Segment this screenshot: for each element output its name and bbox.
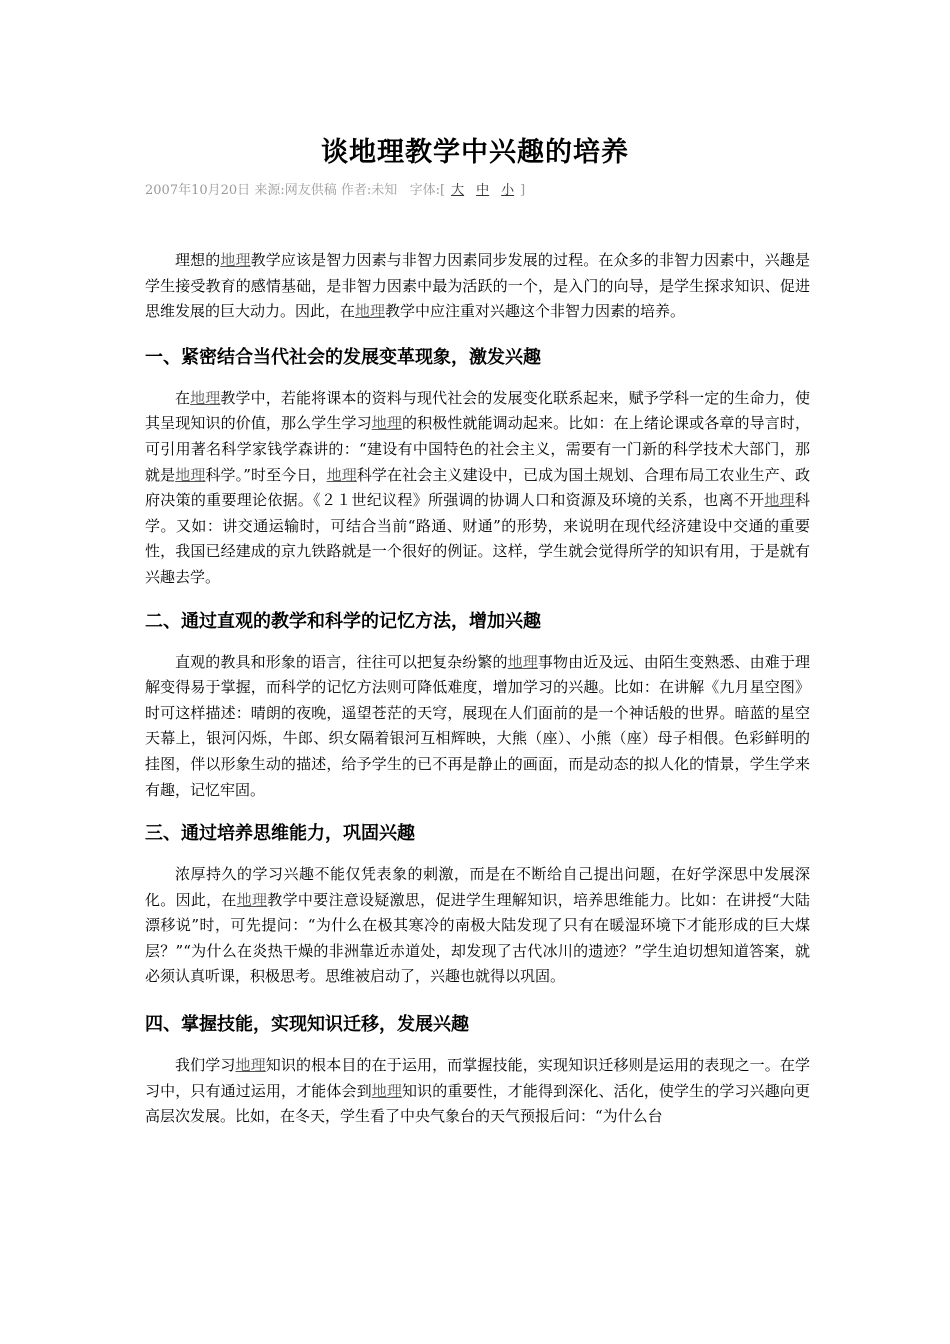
text-run: 科学。又如：讲交通运输时，可结合当前“路通、财通”的形势，来说明在现代经济建设中交通的重要性，我国已经建成的京九铁路就是一个很好的例证。这样，学生就会觉得所学的知识有用，于是就有兴趣去学。 [145,491,810,586]
keyword-link[interactable]: 地理 [190,388,221,407]
text-run: 理想的 [175,251,221,269]
text-run: 直观的教具和形象的语言，往往可以把复杂纷繁的 [175,652,508,671]
keyword-link[interactable]: 地理 [371,414,402,433]
section-heading: 二、通过直观的教学和科学的记忆方法，增加兴趣 [145,610,541,632]
keyword-link[interactable]: 地理 [220,251,251,269]
text-run: 教学中，若能将课本的资料与现代社会的发展变化联系起来，赋予学科一定的生命力，使其呈现知识的价值，那么学生学习 [145,388,810,433]
text-run: 科学。”时至今日， [205,465,327,484]
section-heading: 一、紧密结合当代社会的发展变革现象，激发兴趣 [145,346,541,368]
text-run: 知识的根本目的在于运用，而掌握技能，实现知识迁移则是运用的表现之一。在学习中，只有通过运用，才能体会到 [145,1056,810,1100]
text-run: 科学在社会主义建设中，已成为国土规划、合理布局工农业生产、政府决策的重要理论依据。《２１世纪议程》所强调的协调人口和资源及环境的关系，也离不开 [145,465,810,510]
section-paragraph [145,650,810,804]
section-paragraph [145,1053,810,1130]
font-medium-link[interactable]: 中 [476,183,490,198]
font-small-link[interactable]: 小 [501,183,515,198]
meta-source: 来源:网友供稿 [254,183,337,198]
text-run: 的积极性就能调动起来。比如：在上绪论课或各章的导言时，可引用著名科学家钱学森讲的：“建设有中国特色的社会主义，需要有一门新的科学技术大部门，那就是 [145,414,810,484]
keyword-link[interactable]: 地理 [235,1056,266,1075]
text-run: 我们学习 [175,1056,236,1075]
keyword-link[interactable]: 地理 [355,302,386,321]
text-run: 在 [175,388,191,407]
text-run: 知识的重要性，才能得到深化、活化，使学生的学习兴趣向更高层次发展。比如，在冬天，学生看了中央气象台的天气预报后问：“为什么台 [145,1081,810,1126]
keyword-link[interactable]: 地理 [236,890,268,909]
section-paragraph [145,386,810,591]
article-body [145,248,810,1130]
text-run: 教学中应注重对兴趣这个非智力因素的培养。 [385,302,686,321]
article-meta [145,179,525,198]
font-size-close: ] [520,183,526,198]
section-heading: 三、通过培养思维能力，巩固兴趣 [145,823,415,845]
keyword-link[interactable]: 地理 [175,465,206,484]
keyword-link[interactable]: 地理 [371,1081,402,1100]
article-title: 谈地理教学中兴趣的培养 [321,137,629,168]
keyword-link[interactable]: 地理 [507,652,538,671]
meta-date: 2007年10月20日 [145,183,251,198]
intro-paragraph [145,248,810,325]
font-size-label: 字体:[ [409,183,446,198]
section-heading: 四、掌握技能，实现知识迁移，发展兴趣 [145,1014,469,1036]
text-run: 教学中要注意设疑激思，促进学生理解知识，培养思维能力。比如：在讲授“大陆漂移说”时，可先提问：“为什么在极其寒冷的南极大陆发现了只有在暖湿环境下才能形成的巨大煤层？”“为什么在炎热干燥的非洲靠近赤道处，却发现了古代冰川的遗迹？”学生迫切想知道答案，就必须认真听课，积极思考。思维被启动了，兴趣也就得以巩固。 [145,890,810,986]
keyword-link[interactable]: 地理 [764,491,795,510]
text-run: 教学应该是智力因素与非智力因素同步发展的过程。在众多的非智力因素中，兴趣是学生接受教育的感情基础，是非智力因素中最为活跃的一个，是入门的向导，是学生探求知识、促进思维发展的巨大动力。因此，在 [145,251,810,321]
meta-author: 作者:未知 [340,183,398,198]
section-paragraph [145,862,810,990]
font-large-link[interactable]: 大 [451,183,465,198]
text-run: 事物由近及远、由陌生变熟悉、由难于理解变得易于掌握，而科学的记忆方法则可降低难度，增加学习的兴趣。比如：在讲解《九月星空图》时可这样描述：晴朗的夜晚，遥望苍茫的天穹，展现在人们面前的是一个神话般的世界。暗蓝的星空天幕上，银河闪烁，牛郎、织女隔着银河互相辉映，大熊（座）、小熊（座）母子相偎。色彩鲜明的挂图，伴以形象生动的描述，给予学生的已不再是静止的画面，而是动态的拟人化的情景，学生学来有趣，记忆牢固。 [145,652,810,799]
keyword-link[interactable]: 地理 [326,465,357,484]
text-run: 浓厚持久的学习兴趣不能仅凭表象的刺激，而是在不断给自己提出问题，在好学深思中发展深化。因此，在 [145,865,810,909]
